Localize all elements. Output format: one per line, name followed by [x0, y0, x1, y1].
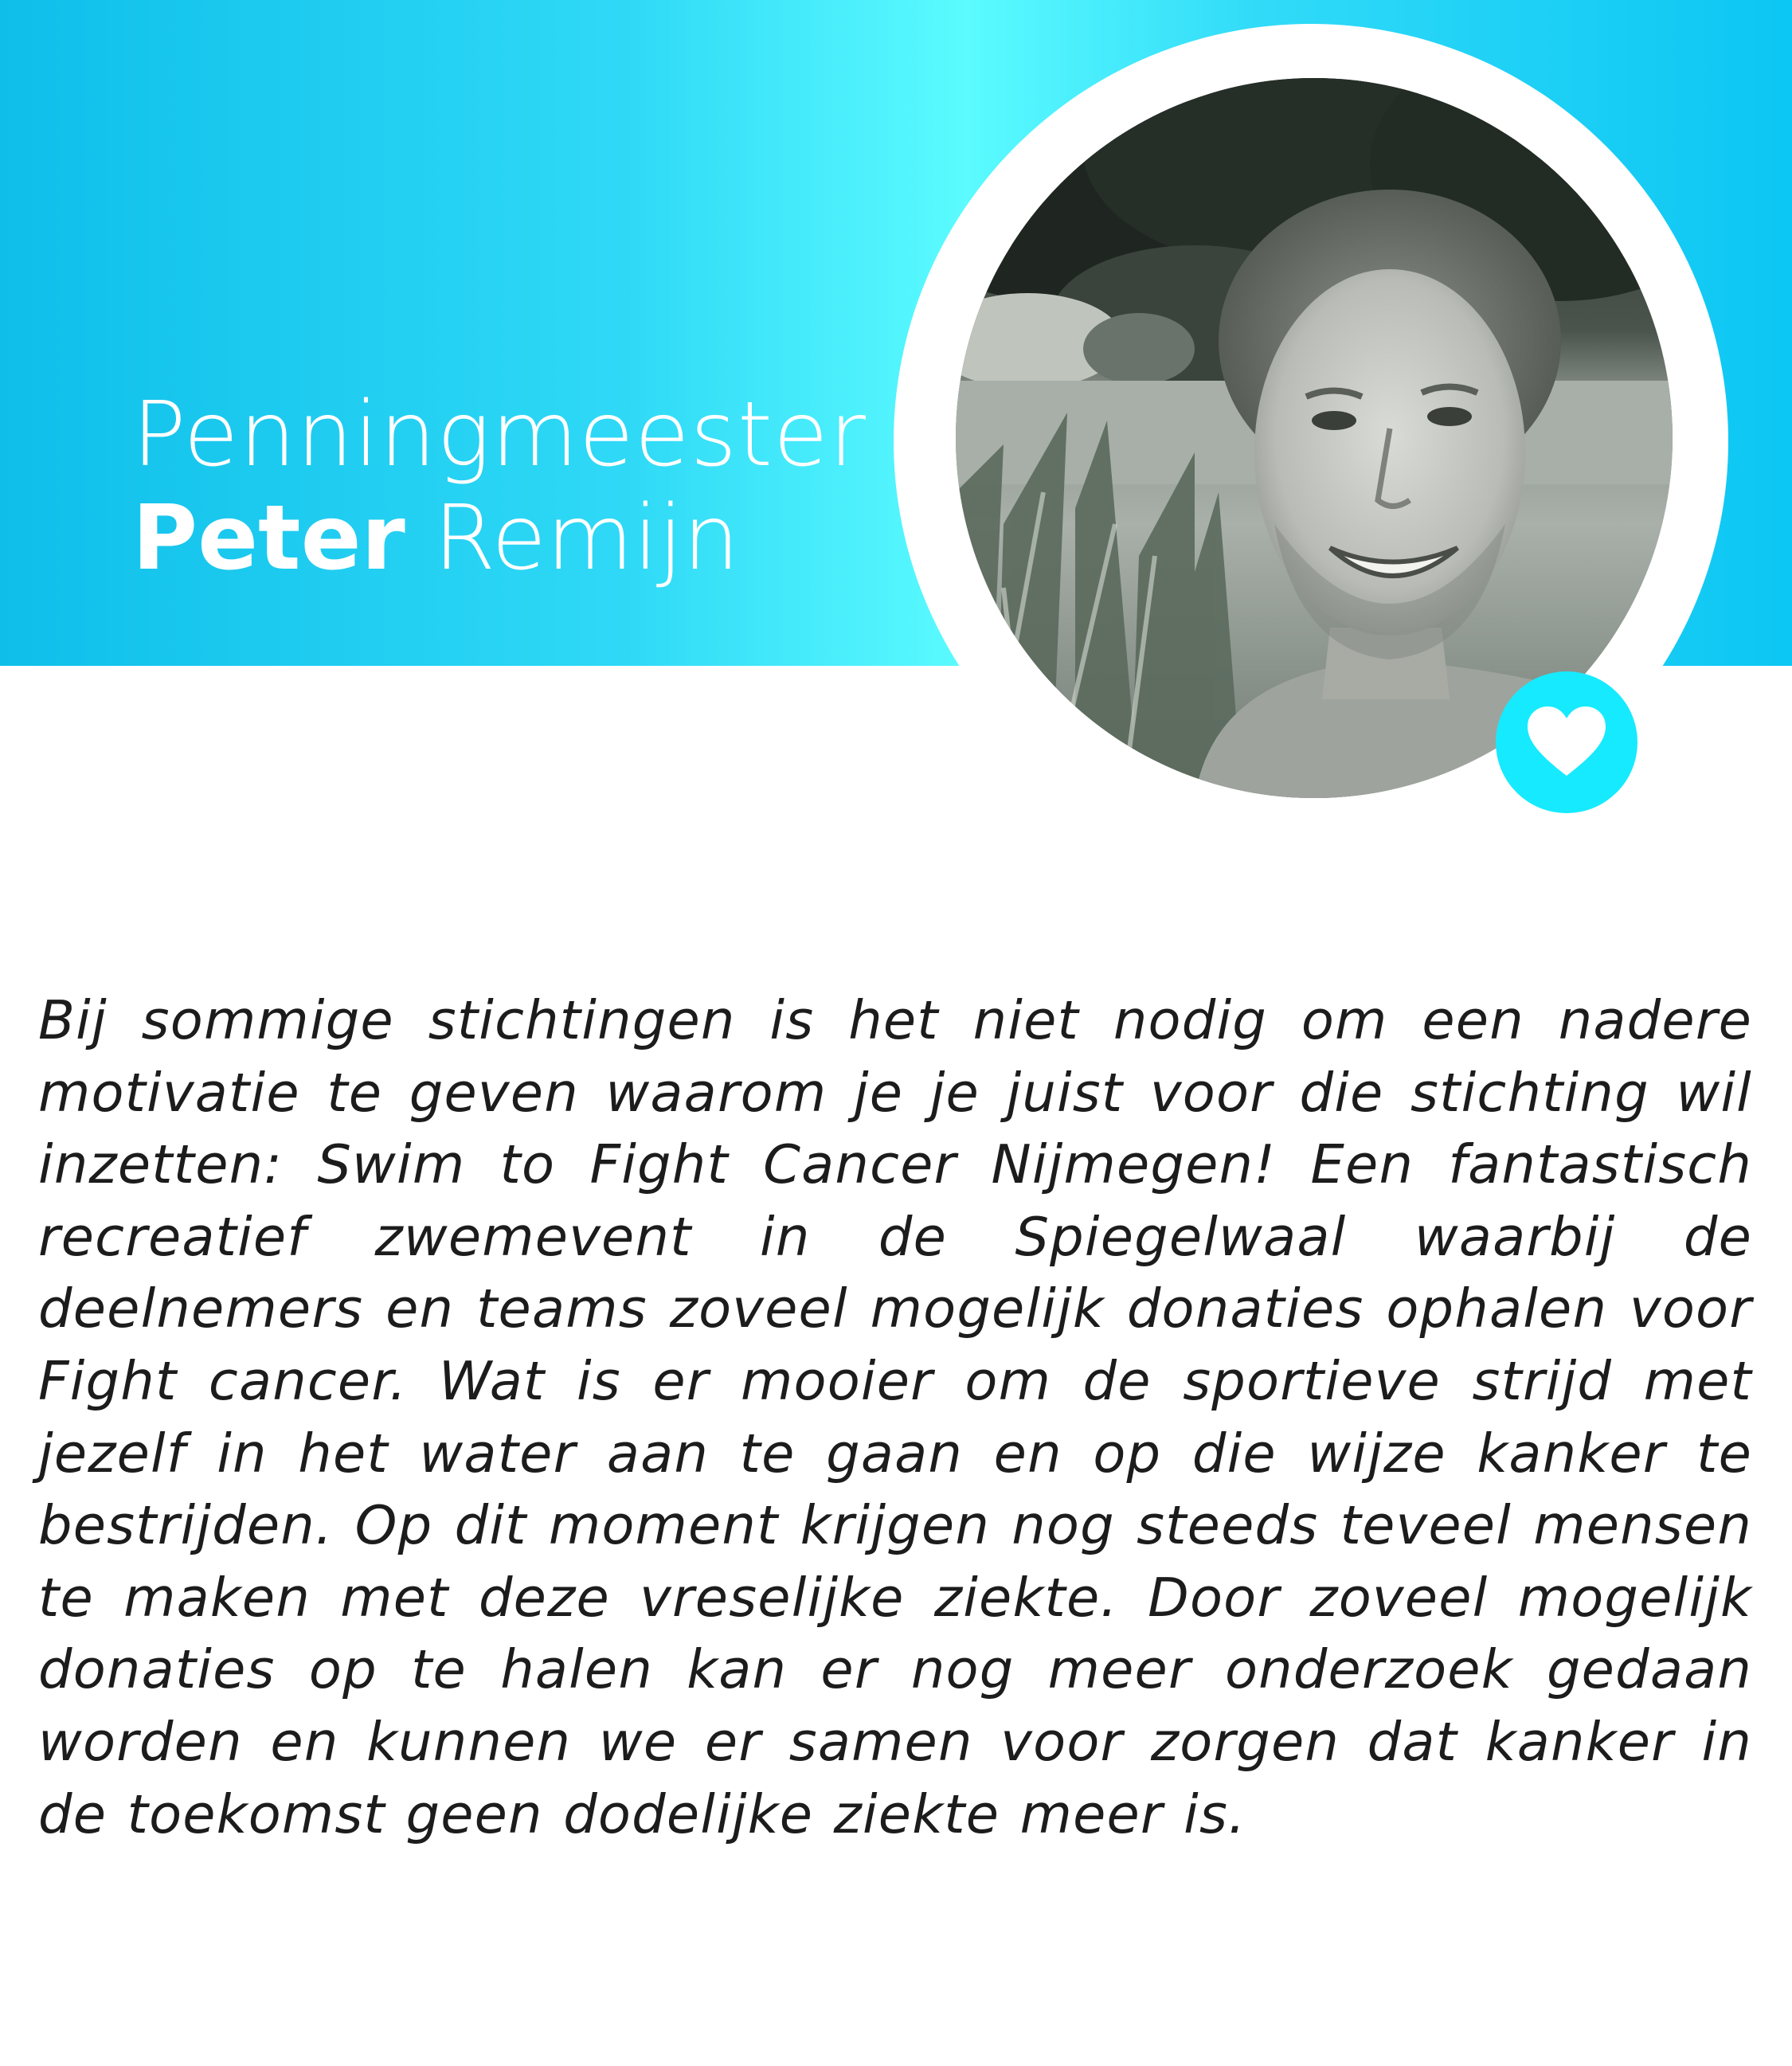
heart-badge	[1496, 671, 1637, 813]
first-name: Peter	[132, 487, 405, 590]
title-block	[132, 383, 867, 590]
person-name	[132, 487, 867, 590]
last-name: Remijn	[433, 487, 740, 590]
role-title: Penningmeester	[132, 383, 867, 487]
motivation-text: Bij sommige stichtingen is het niet nodig om een nadere motivatie te geven waarom je je juist voor die stichting wil inzetten: Swim to Fight Cancer Nijmegen! Een fantastisch recreatief zwemevent in de Spiegelwaal waarbij de deelnemers en teams zoveel mogelijk donaties ophalen voor Fight cancer. Wat is er mooier om de sportieve strijd met jezelf in het water aan te gaan en op die wijze kanker te bestrijden. Op dit moment krijgen nog steeds teveel mensen te maken met deze vreselijke ziekte. Door zoveel mogelijk donaties op te halen kan er nog meer onderzoek gedaan worden en kunnen we er samen voor zorgen dat kanker in de toekomst geen dodelijke ziekte meer is.	[38, 989, 1752, 1845]
heart-icon	[1523, 702, 1610, 782]
